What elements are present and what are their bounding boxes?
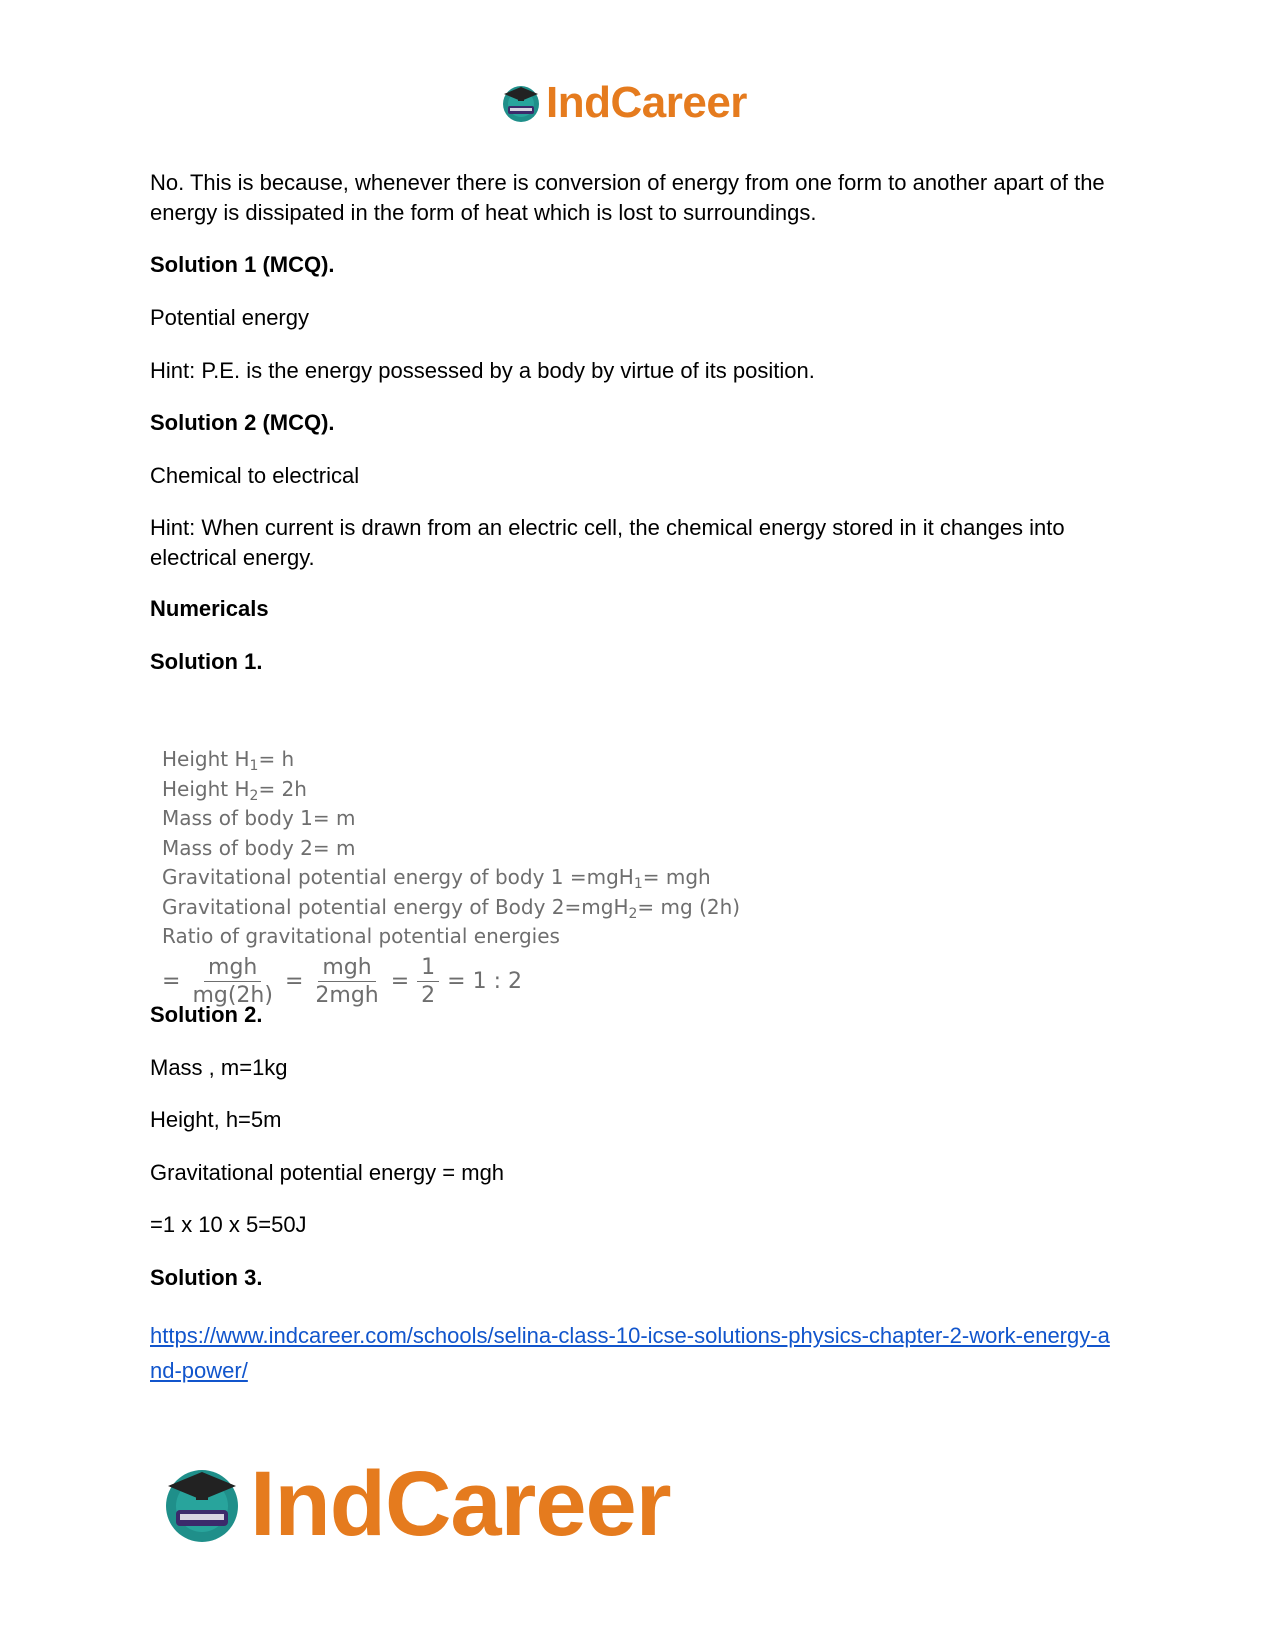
- intro-paragraph: No. This is because, whenever there is conversion of energy from one form to another apart of the energy is dissipated in the form of heat which is lost to surroundings.: [150, 170, 1105, 225]
- fraction: $\frac{\text{mgh}}{mg(2h)}$: [192, 954, 273, 1008]
- brand-name: IndCareer: [250, 1453, 671, 1555]
- solution-1-math-block: [162, 745, 740, 1009]
- solution-3-heading: Solution 3.: [150, 1265, 263, 1290]
- math-line: Height $H_1= h$: [162, 747, 295, 774]
- math-line: Mass of body 1= m: [162, 806, 356, 830]
- solution-2-mcq-heading: Solution 2 (MCQ).: [150, 410, 335, 435]
- solution-2-mcq-answer: Chemical to electrical: [150, 463, 360, 488]
- header-logo: [500, 78, 747, 128]
- math-line: Ratio of gravitational potential energies: [162, 924, 560, 948]
- fraction: $\frac{\text{mgh}}{\text{2mgh}}$: [315, 954, 379, 1008]
- graduation-cap-globe-icon: [500, 82, 542, 124]
- ratio-equation: = $\frac{\text{mgh}}{mg(2h)}$ = $\frac{\text{mgh}}{\text{2mgh}}$ = $\frac{1}{2}$ = 1 : 2: [162, 954, 522, 1008]
- solution-1-mcq-hint: Hint: P.E. is the energy possessed by a body by virtue of its position.: [150, 358, 815, 383]
- numericals-heading: Numericals: [150, 596, 269, 621]
- math-line: Height $H_2= 2h$: [162, 776, 307, 804]
- solution-1-mcq-answer: Potential energy: [150, 305, 309, 330]
- fraction: $\frac{1}{2}$: [417, 956, 439, 1009]
- solution-2-mass: Mass , m=1kg: [150, 1055, 288, 1080]
- math-line: Mass of body 2= m: [162, 835, 356, 860]
- solution-2-result: =1 x 10 x 5=50J: [150, 1212, 307, 1237]
- footer-logo: [160, 1453, 671, 1555]
- graduation-cap-globe-icon: [160, 1462, 244, 1546]
- brand-name: IndCareer: [546, 78, 747, 127]
- math-line: Gravitational potential energy of body 1 =mgH$_1$= mgh: [162, 865, 711, 892]
- solution-2-mcq-hint: Hint: When current is drawn from an electric cell, the chemical energy stored in it changes into electrical energy.: [150, 515, 1065, 570]
- solution-1-heading: Solution 1.: [150, 649, 263, 674]
- math-line: Gravitational potential energy of Body 2=mgH$_2$= mg (2h): [162, 894, 741, 922]
- solution-1-mcq-heading: Solution 1 (MCQ).: [150, 252, 335, 277]
- source-link[interactable]: https://www.indcareer.com/schools/selina-class-10-icse-solutions-physics-chapter-2-work-energy-and-power/: [150, 1323, 1110, 1383]
- solution-2-height: Height, h=5m: [150, 1107, 282, 1132]
- source-link-paragraph: [150, 1318, 1120, 1388]
- solution-2-gpe-formula: Gravitational potential energy = mgh: [150, 1160, 505, 1185]
- solution-2-heading: Solution 2.: [150, 1002, 263, 1027]
